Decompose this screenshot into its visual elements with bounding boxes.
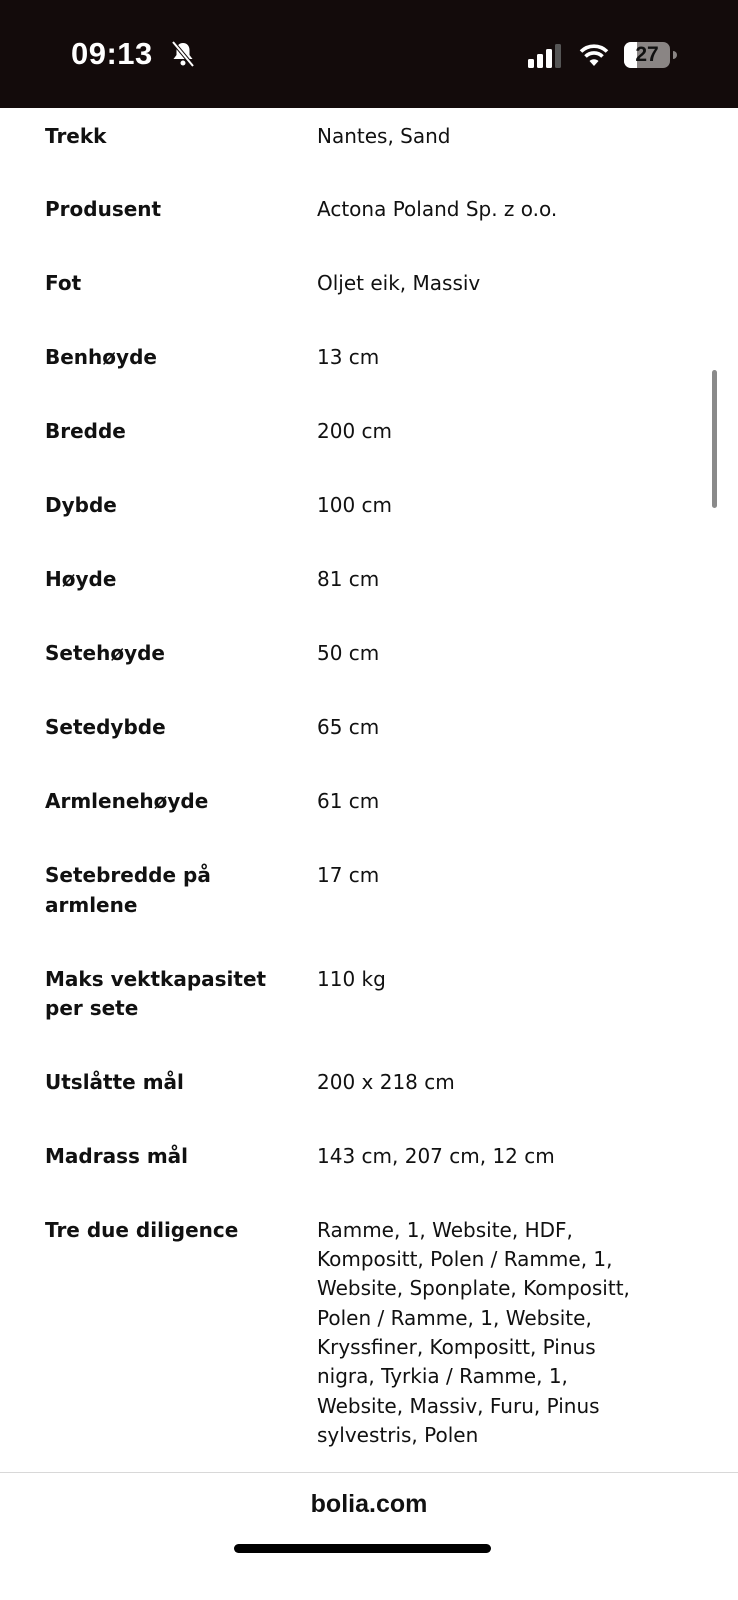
product-specifications — [0, 108, 738, 1481]
battery-level: 27 — [635, 43, 659, 66]
spec-row — [0, 552, 738, 626]
spec-label: Maks vektkapasitet per sete — [45, 966, 267, 1020]
spec-value: 200 cm — [317, 419, 393, 444]
spec-row — [0, 1128, 738, 1202]
spec-row — [0, 1202, 738, 1481]
spec-value: 200 x 218 cm — [317, 1069, 455, 1094]
wifi-icon — [578, 40, 610, 68]
spec-label: Bredde — [45, 419, 126, 444]
spec-value: 81 cm — [317, 567, 380, 592]
spec-row — [0, 626, 738, 700]
spec-row — [0, 108, 738, 182]
address-bar-url[interactable]: bolia.com — [310, 1490, 428, 1518]
status-bar — [0, 0, 738, 108]
divider — [0, 1472, 738, 1473]
spec-row — [0, 404, 738, 478]
spec-row — [0, 700, 738, 774]
spec-row — [0, 774, 738, 848]
spec-label: Dybde — [45, 493, 117, 518]
home-indicator[interactable] — [234, 1544, 491, 1553]
spec-row — [0, 478, 738, 552]
spec-label: Produsent — [45, 197, 162, 222]
spec-value: 65 cm — [317, 715, 380, 740]
spec-row — [0, 1054, 738, 1128]
spec-value: 61 cm — [317, 789, 380, 814]
spec-label: Trekk — [45, 123, 107, 148]
scrollbar[interactable] — [712, 370, 717, 508]
spec-label: Setebredde på armlene — [45, 863, 211, 917]
spec-row — [0, 951, 738, 1054]
spec-value: Nantes, Sand — [317, 123, 451, 148]
spec-value: 13 cm — [317, 345, 380, 370]
cellular-signal-icon — [528, 44, 564, 68]
spec-label: Madrass mål — [45, 1143, 189, 1168]
spec-row — [0, 330, 738, 404]
spec-label: Utslåtte mål — [45, 1069, 184, 1094]
spec-value: 100 cm — [317, 493, 393, 518]
spec-row — [0, 182, 738, 256]
spec-value: 17 cm — [317, 863, 380, 888]
spec-value: Actona Poland Sp. z o.o. — [317, 197, 558, 222]
spec-value: Ramme, 1, Website, HDF, Kompositt, Polen / Ramme, 1, Website, Sponplate, Kompositt, Polen / Ramme, 1, Website, Kryssfiner, Kompositt, Pinus nigra, Tyrkia / Ramme, 1, Website, Massiv, Furu, Pinus sylvestris, Polen — [317, 1217, 630, 1447]
spec-value: Oljet eik, Massiv — [317, 271, 481, 296]
silent-bell-icon — [170, 40, 196, 68]
spec-value: 50 cm — [317, 641, 380, 666]
spec-label: Tre due diligence — [45, 1217, 239, 1242]
spec-label: Fot — [45, 271, 82, 296]
spec-value: 110 kg — [317, 966, 386, 991]
spec-label: Armlenehøyde — [45, 789, 209, 814]
spec-label: Setedybde — [45, 715, 166, 740]
spec-label: Benhøyde — [45, 345, 157, 370]
spec-label: Høyde — [45, 567, 117, 592]
spec-value: 143 cm, 207 cm, 12 cm — [317, 1143, 555, 1168]
status-time: 09:13 — [71, 36, 153, 71]
spec-label: Setehøyde — [45, 641, 165, 666]
spec-row — [0, 256, 738, 330]
spec-row — [0, 848, 738, 951]
